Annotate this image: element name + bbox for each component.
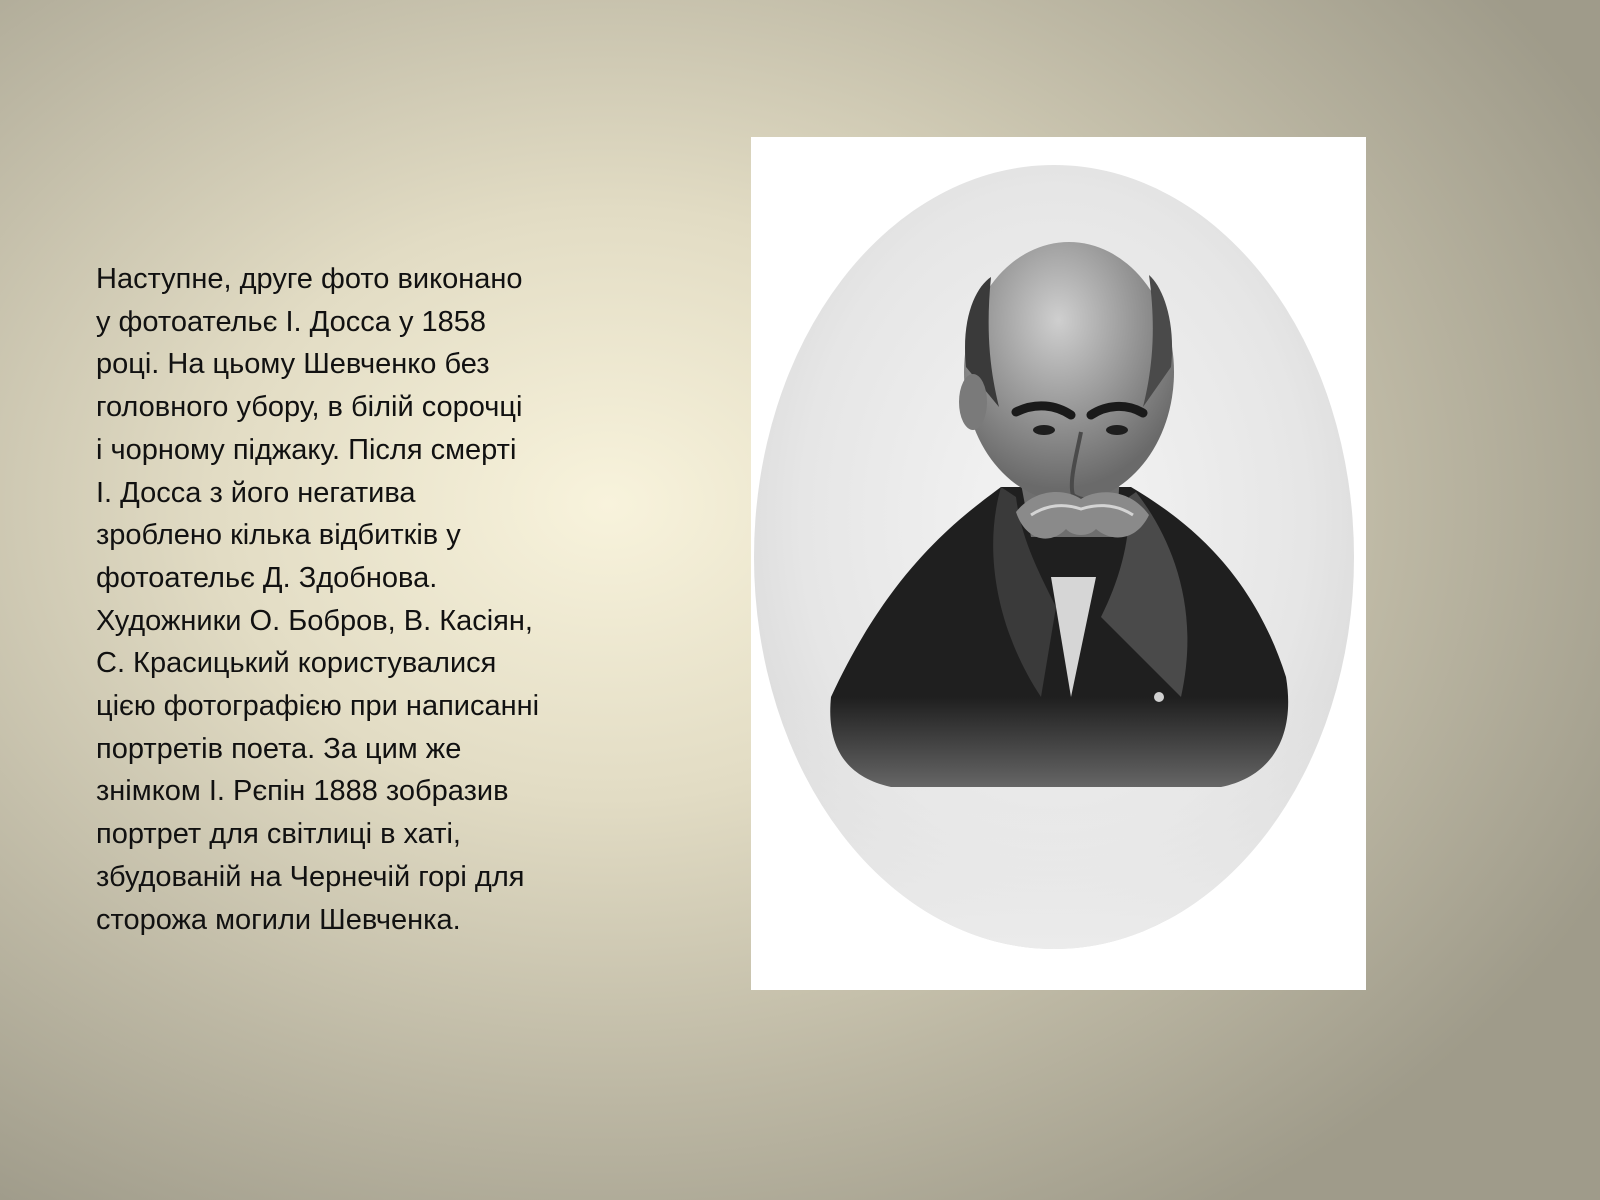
text-line-5: і чорному піджаку. Після смерті — [96, 433, 517, 466]
head — [964, 242, 1174, 502]
moustache — [1016, 492, 1149, 539]
text-line-15: збудованій на Чернечій горі для — [96, 860, 525, 893]
text-line-16: сторожа могили Шевченка. — [96, 903, 461, 936]
text-line-12: портретів поета. За цим же — [96, 732, 462, 765]
text-line-9: Художники О. Бобров, В. Касіян, — [96, 604, 533, 637]
left-eye — [1033, 425, 1055, 435]
text-line-3: році. На цьому Шевченко без — [96, 348, 490, 381]
text-line-1: Наступне, друге фото виконано — [96, 263, 523, 295]
text-line-7: зроблено кілька відбитків у — [96, 519, 461, 552]
portrait-photo — [751, 137, 1366, 990]
photo-fade — [751, 697, 1366, 957]
right-eye — [1106, 425, 1128, 435]
ear — [959, 374, 987, 430]
text-line-8: фотоательє Д. Здобнова. — [96, 561, 438, 594]
text-line-4: головного убору, в білій сорочці — [96, 391, 523, 424]
text-line-11: цією фотографією при написанні — [96, 690, 540, 723]
text-line-10: С. Красицький користувалися — [96, 647, 497, 680]
portrait-photo-icon — [751, 137, 1366, 990]
text-line-2: у фотоательє І. Досса у 1858 — [96, 305, 487, 338]
text-line-13: знімком І. Рєпін 1888 зобразив — [96, 775, 509, 808]
slide-body-text — [96, 258, 616, 941]
text-line-6: І. Досса з його негатива — [96, 476, 416, 509]
text-line-14: портрет для світлиці в хаті, — [96, 818, 461, 851]
